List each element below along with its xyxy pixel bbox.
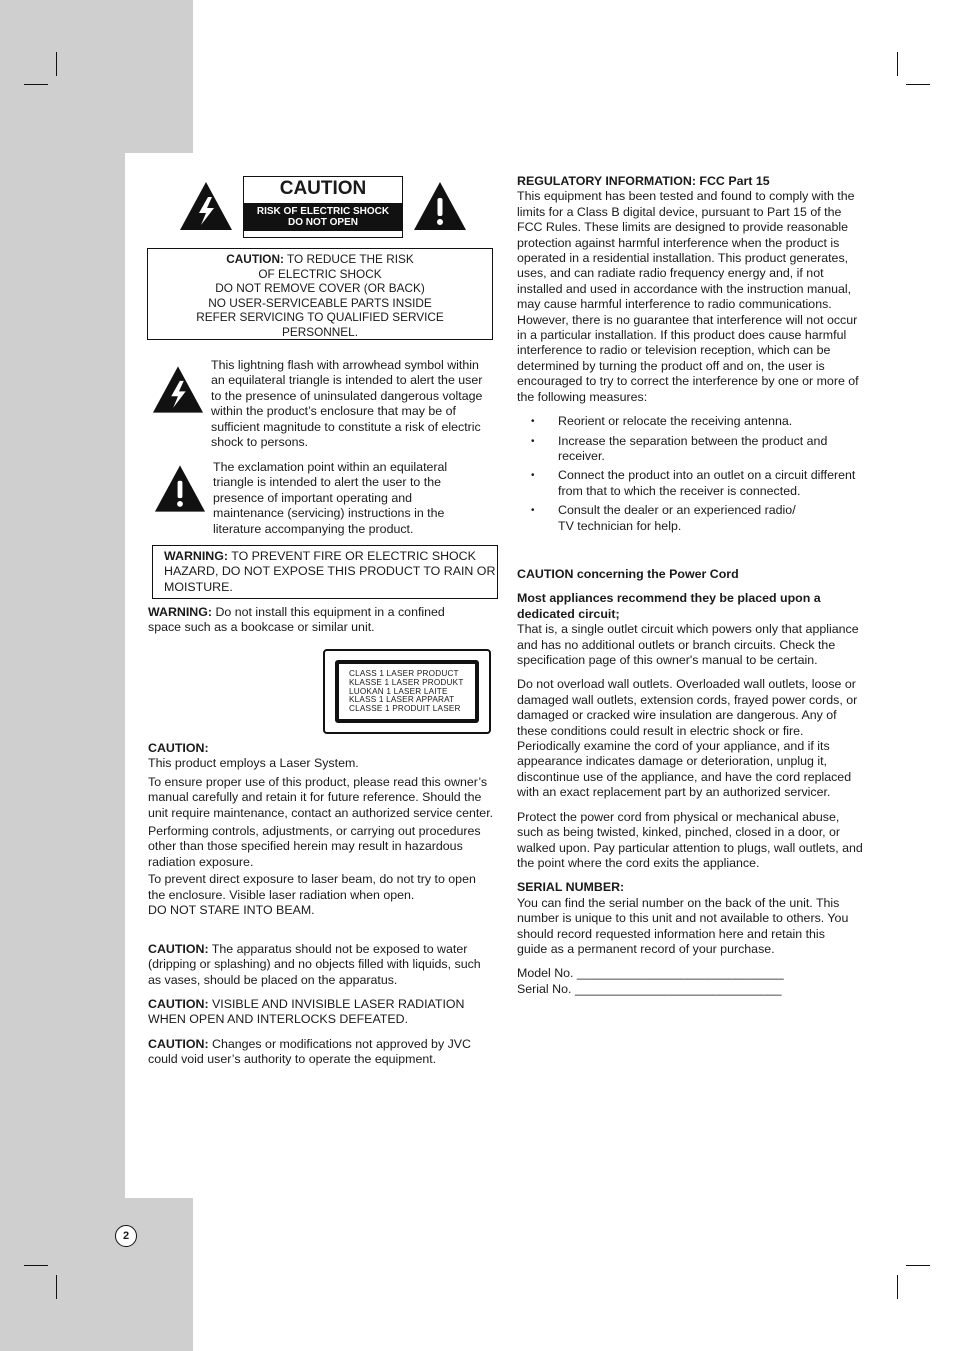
caution-radiation [148,997,493,1028]
fcc-section [517,174,865,538]
caution-box-line4: NO USER-SERVICEABLE PARTS INSIDE [208,295,432,310]
warning-install [148,605,468,636]
power-cord-p1: That is, a single outlet circuit which powers only that appliance and has no additional outlets or branch circuits. Check the specification page of this owner's manual to be certain. [517,622,859,668]
caution-changes-text: Changes or modifications not approved by JVC could void user’s authority to operate the equipment. [148,1037,471,1067]
fcc-measures-list [517,414,865,534]
caution-changes [148,1037,493,1068]
warning-install-text: Do not install this equipment in a confined space such as a bookcase or similar unit. [148,605,445,635]
laser-product-label [323,649,491,734]
power-cord-subheading: Most appliances recommend they be placed upon a dedicated circuit; [517,591,821,621]
lightning-explanation: This lightning flash with arrowhead symbol within an equilateral triangle is intended to alert the user to the presence of uninsulated dangerous voltage within the product’s enclosure that may be of sufficient magnitude to constitute a risk of electric shock to persons. [211,358,483,450]
caution-water-label: CAUTION: [148,942,209,956]
caution-laser-p3: Performing controls, adjustments, or carrying out procedures other than those specified herein may result in hazardous radiation exposure. [148,824,481,869]
caution-box-label: CAUTION: [226,252,284,266]
caution-laser-p2: To ensure proper use of this product, please read this owner’s manual carefully and retain it for future reference. Should the unit require maintenance, contact an authorized service center. [148,774,494,820]
caution-subtitle-line1: RISK OF ELECTRIC SHOCK [256,206,390,217]
caution-radiation-label: CAUTION: [148,997,209,1011]
serial-body: You can find the serial number on the back of the unit. This number is unique to this unit and not available to others. You should record requested information here and retain this guide as a permanent record of your purchase. [517,895,849,956]
list-item: • Increase the separation between the product and receiver. [517,434,865,465]
warning-box-text: TO PREVENT FIRE OR ELECTRIC SHOCK HAZARD, DO NOT EXPOSE THIS PRODUCT TO RAIN OR MOISTURE. [164,549,496,594]
serial-heading: SERIAL NUMBER: [517,880,625,895]
laser-line-4: KLASS 1 LASER APPARAT [349,695,455,705]
laser-line-3: LUOKAN 1 LASER LAITE [349,686,448,696]
laser-label-text [335,660,479,723]
caution-laser-section [148,741,496,918]
caution-radiation-text: VISIBLE AND INVISIBLE LASER RADIATION WHEN OPEN AND INTERLOCKS DEFEATED. [148,997,465,1027]
caution-shock-box [147,248,493,340]
caution-box-line6: PERSONNEL. [281,324,359,339]
serial-number-line: Serial No. ______________________________ [517,981,782,996]
margin-band-bottom [0,1198,193,1351]
model-number-line: Model No. ______________________________ [517,966,784,981]
exclamation-symbol-icon [154,464,206,513]
power-cord-heading: CAUTION concerning the Power Cord [517,567,739,581]
caution-subtitle-line2: DO NOT OPEN [287,217,358,228]
caution-subtitle [244,203,402,231]
list-item: • Reorient or relocate the receiving antenna. [517,414,865,429]
lightning-triangle-icon [179,181,233,231]
exclamation-triangle-icon [413,181,467,231]
warning-install-label: WARNING: [148,605,213,619]
list-item: • Connect the product into an outlet on a circuit different from that to which the receiver is connected. [517,468,865,499]
page-number: 2 [115,1225,137,1247]
fcc-body: This equipment has been tested and found to comply with the limits for a Class B digital device, pursuant to Part 15 of the FCC Rules. These limits are designed to provide reasonable protection against harmful interference when the product is operated in a residential installation. This product generates, uses, and can radiate radio frequency energy and, if not installed and used in accordance with the instruction manual, may cause harmful interference to radio communications. However, there is no guarantee that interference will not occur in a particular installation. If this product does cause harmful interference to radio or television reception, which can be determined by turning the product off and on, the user is encouraged to try to correct the interference by one or more of the following measures: [517,189,859,404]
fcc-heading: REGULATORY INFORMATION: FCC Part 15 [517,174,770,188]
caution-water-text: The apparatus should not be exposed to water (dripping or splashing) and no objects filled with liquids, such as vases, should be placed on the apparatus. [148,942,481,987]
caution-water [148,942,493,988]
caution-box-line1: TO REDUCE THE RISK [283,252,414,266]
caution-laser-p4: To prevent direct exposure to laser beam, do not try to open the enclosure. Visible laser radiation when open. [148,872,476,902]
margin-band-top [0,0,193,153]
caution-changes-label: CAUTION: [148,1037,209,1051]
caution-laser-label: CAUTION: [148,741,209,755]
laser-line-5: CLASSE 1 PRODUIT LASER [349,704,461,714]
power-cord-section [517,567,865,997]
caution-laser-p5: DO NOT STARE INTO BEAM. [148,903,315,918]
list-item: • Consult the dealer or an experienced radio/ TV technician for help. [517,503,865,534]
laser-line-2: KLASSE 1 LASER PRODUKT [349,677,464,687]
laser-line-1: CLASS 1 LASER PRODUCT [349,669,459,678]
power-cord-p3: Protect the power cord from physical or mechanical abuse, such as being twisted, kinked, pinched, closed in a door, or walked upon. Pay particular attention to plugs, wall outlets, and the point where the cord exits the appliance. [517,809,863,870]
caution-label [243,176,403,238]
warning-box-label: WARNING: [164,549,229,563]
exclamation-explanation: The exclamation point within an equilateral triangle is intended to alert the user to the presence of important operating and maintenance (servicing) instructions in the literature accompanying the product. [213,460,448,536]
caution-laser-p1: This product employs a Laser System. [148,756,359,771]
caution-title: CAUTION [279,178,367,199]
margin-band-left [0,153,125,1198]
caution-box-line3: DO NOT REMOVE COVER (OR BACK) [215,281,425,295]
power-cord-p2: Do not overload wall outlets. Overloaded wall outlets, loose or damaged wall outlets, extension cords, frayed power cords, or damaged or cracked wire insulation are dangerous. Any of these conditions could result in electric shock or fire. Periodically examine the cord of your appliance, and if its appearance indicates damage or deterioration, unplug it, discontinue use of the appliance, and have the cord replaced with an exact replacement part by an authorized servicer. [517,677,858,800]
lightning-symbol-icon [152,365,204,414]
warning-fire-box [152,545,498,599]
caution-box-line5: REFER SERVICING TO QUALIFIED SERVICE [196,310,444,324]
caution-box-line2: OF ELECTRIC SHOCK [258,266,382,281]
